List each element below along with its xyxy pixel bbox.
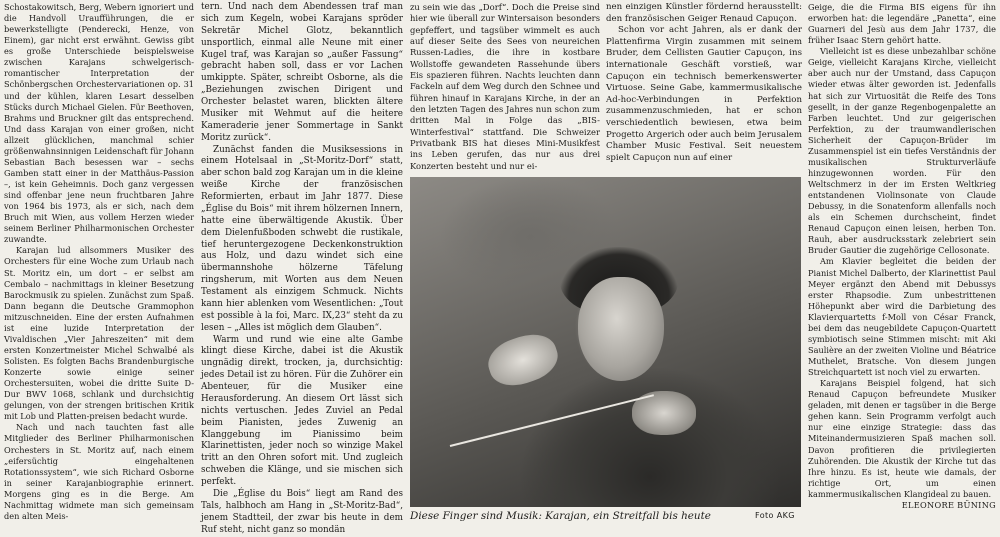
article-column-5 [808, 2, 996, 511]
paragraph: zu sein wie das „Dorf“. Doch die Preise sind hier wie überall zur Wintersaison besonders gepfeffert, und tagsüber wimmelt es auch auf dieser Seite des Sees von neureichen Russen-Ladies, die ihre in kostbare Wollstoffe gewandeten Rassehunde übers Eis spazieren führen. Nachts leuchten dann Fackeln auf dem Weg durch den Schnee und führen hinauf in Karajans Kirche, in der an den letzten Tagen des Jahres nun schon zum dritten Mal in Folge das „BIS-Winterfestival“ stattfand. Die Schweizer Privatbank BIS hat dieses Mini-Musikfest ins Leben gerufen, das nur aus drei Konzerten besteht und nur ei- [410, 2, 600, 171]
photo-hand-left [483, 327, 564, 392]
article-column-1 [4, 2, 194, 522]
photo-face [578, 277, 664, 381]
author-byline: ELEONORE BÜNING [901, 499, 996, 510]
paragraph: Schon vor acht Jahren, als er dank der Plattenfirma Virgin zusammen mit seinem Bruder, dem Cellisten Gautier Capuçon, ins internationale Geschäft vorstieß, war Capuçon ein technisch bemerkenswerter Virtuose. Seine Gabe, kammermusikalische Ad-hoc-Verbindungen in Perfektion zusammenzuschmieden, hat er schon verschiedentlich bewiesen, etwa beim Progetto Argerich oder auch beim Jerusalem Chamber Music Festival. Seit neuestem spielt Capuçon nun auf einer [606, 25, 802, 163]
paragraph: nen einzigen Künstler fördernd herausstellt: den französischen Geiger Renaud Capuçon. [606, 2, 802, 24]
paragraph: Vielleicht ist es diese unbezahlbar schöne Geige, vielleicht Karajans Kirche, vielleicht aber auch nur der Umstand, dass Capuçon wieder etwas älter geworden ist. Jedenfalls hat sich zur Virtuosität die Reife des Tons gesellt, in der ganze Regenbogenpalette an Farben leuchtet. Und zur geigerischen Perfektion, zu der traumwandlerischen Sicherheit der Capuçon-Brüder im Zusammenspiel ist ein tiefes Verständnis der musikalischen Strukturverläufe hinzugewonnen worden. Für den Weltschmerz in der im Ersten Weltkrieg entstandenen Violinsonate von Claude Debussy, in die Sonatenform allenfalls noch als ein Schemen durchscheint, findet Renaud Capuçon einen leisen, herben Ton. Rauh, aber ausdrucksstark zelebriert sein Bruder Gautier die zugehörige Cellosonate. [808, 46, 996, 256]
article-column-3 [410, 2, 600, 172]
photo-caption: Diese Finger sind Musik: Karajan, ein Streitfall bis heute [410, 510, 711, 522]
paragraph: Karajans Beispiel folgend, hat sich Renaud Capuçon befreundete Musiker geladen, mit denen er tagsüber in die Berge gehen kann. Sein Programm verfolgt auch nur eine einzige Strategie: dass das Miteinandermusizieren Spaß machen soll. Davon profitieren die privilegierten Zuhörenden. Die Akustik der Kirche tut das Ihre hinzu. Es ist, heute wie damals, der richtige Ort, um einen kammermusikalischen Klangideal zu bauen. [808, 378, 996, 499]
paragraph: Zunächst fanden die Musiksessions in einem Hotelsaal in „St-Moritz-Dorf“ statt, aber schon bald zog Karajan um in die kleine weiße Kirche der französischen Reformierten, erbaut im Jahr 1877. Diese „Église du Bois“ mit ihrem hölzernen Innern, hatte eine überwältigende Akustik. Über dem Dielenfußboden schwebt die rustikale, tief heruntergezogene Deckenkonstruktion aus Holz, und dazu windet sich eine übermannshohe hölzerne Täfelung ringsherum, mit Worten aus dem Neuen Testament als einzigem Schmuck. Nichts kann hier ablenken vom Wesentlichen: „Tout est possible à la foi, Marc. IX,23“ steht da zu lesen – „Alles ist möglich dem Glauben“. [201, 144, 403, 333]
article-column-4 [606, 2, 802, 164]
paragraph: tern. Und nach dem Abendessen traf man sich zum Kegeln, wobei Karajans spröder Sekretär Michel Glotz, bekanntlich unsportlich, einmal alle Neune mit einer Kugel traf, was Karajan so „außer Fassung“ gebracht haben soll, dass er vor Lachen umkippte. Später, schreibt Osborne, als die „Beziehungen zwischen Dirigent und Orchester belastet waren, blickten ältere Musiker mit Wehmut auf die heitere Kameraderie jener Sommertage in Sankt Moritz zurück“. [201, 2, 403, 143]
paragraph: Die „Église du Bois“ liegt am Rand des Tals, halbhoch am Hang in „St-Moritz-Bad“, jenem Stadtteil, der zwar bis heute in dem Ruf steht, nicht ganz so mondän [201, 488, 403, 535]
paragraph: Warm und rund wie eine alte Gambe klingt diese Kirche, dabei ist die Akustik ungnädig direkt, trocken, ja, durchsichtig: jedes Detail ist zu hören. Für die Zuhörer ein Abenteuer, für die Musiker eine Herausforderung. An diesem Ort lässt sich nichts vertuschen. Jedes Zuviel an Pedal beim Pianisten, jedes Zuwenig an Klanggebung im Pianissimo beim Klarinettisten, jeder noch so winzige Makel tritt an den Ohren sofort mit. Und zugleich schweben die Klänge, und sie mischen sich perfekt. [201, 334, 403, 487]
karajan-photo [410, 177, 801, 507]
photo-baton [450, 394, 654, 447]
paragraph: Schostakowitsch, Berg, Webern ignoriert und die Handvoll Uraufführungen, die er bewerkstelligte (Penderecki, Henze, von Einem), gar nicht erst erwähnt. Gewiss gibt es große Unterschiede beispielsweise zwischen Karajans schwelgerisch-romantischer Interpretation der Schönbergschen Orchestervariationen op. 31 und der kühlen, klaren Lesart desselben Stücks durch Michael Gielen. Für Beethoven, Brahms und Bruckner gilt das entsprechend. Und dass Karajan von einer großen, nicht allzeit glücklichen, manchmal schier größenwahnsinnigen Leidenschaft für Johann Sebastian Bach besessen war – sechs Gamben statt einer in der Matthäus-Passion –, ist kein Geheimnis. Doch ganz vergessen sind offenbar jene neun fruchtbaren Jahre von 1964 bis 1973, als er sich, nach dem Bruch mit Wien, aus vollem Herzen wieder seinem Berliner Philharmonischen Orchester zuwandte. [4, 2, 194, 245]
article-column-2 [201, 2, 403, 536]
paragraph: Nach und nach tauchten fast alle Mitglieder des Berliner Philharmonischen Orchesters in St. Moritz auf, nach einem „eifersüchtig eingehaltenen Rotationssystem“, wie sich Richard Osborne in seiner Karajanbiographie erinnert. Morgens ging es in die Berge. Am Nachmittag widmete man sich gemeinsam den alten Meis- [4, 422, 194, 521]
paragraph: Geige, die die Firma BIS eigens für ihn erworben hat: die legendäre „Panetta“, eine Guarneri del Jesù aus dem Jahr 1737, die früher Isaac Stern gehört hatte. [808, 2, 996, 46]
photo-credit: Foto AKG [755, 511, 795, 520]
paragraph: Am Klavier begleitet die beiden der Pianist Michel Dalberto, der Klarinettist Paul Meyer ergänzt den Abend mit Debussys erster Rhapsodie. Zum unbestrittenen Höhepunkt aber wird die Darbietung des Klavierquartetts f-Moll von César Franck, bei dem das neugebildete Capuçon-Quartett symbiotisch seine Stimmen mischt: mit Aki Saulière an der zweiten Violine und Béatrice Muthelet, Bratsche. Von diesem jungen Streichquartett ist noch viel zu erwarten. [808, 256, 996, 378]
paragraph: Karajan lud allsommers Musiker des Orchesters für eine Woche zum Urlaub nach St. Moritz ein, um dort – er selbst am Cembalo – nachmittags in kleiner Besetzung Barockmusik zu spielen. Zunächst zum Spaß. Dann begann die Deutsche Grammophon mitzuschneiden. Eine der ersten Aufnahmen ist eine luzide Interpretation der Vivaldischen „Vier Jahreszeiten“ mit dem ersten Konzertmeister Michel Schwalbé als Solisten. Es folgten Bachs Brandenburgische Konzerte sowie einige seiner Orchestersuiten, wobei die dritte Suite D-Dur BWV 1068, schlank und durchsichtig gelungen, von der strengen britischen Kritik mit Lob und Platten-preisen bedacht wurde. [4, 245, 194, 422]
